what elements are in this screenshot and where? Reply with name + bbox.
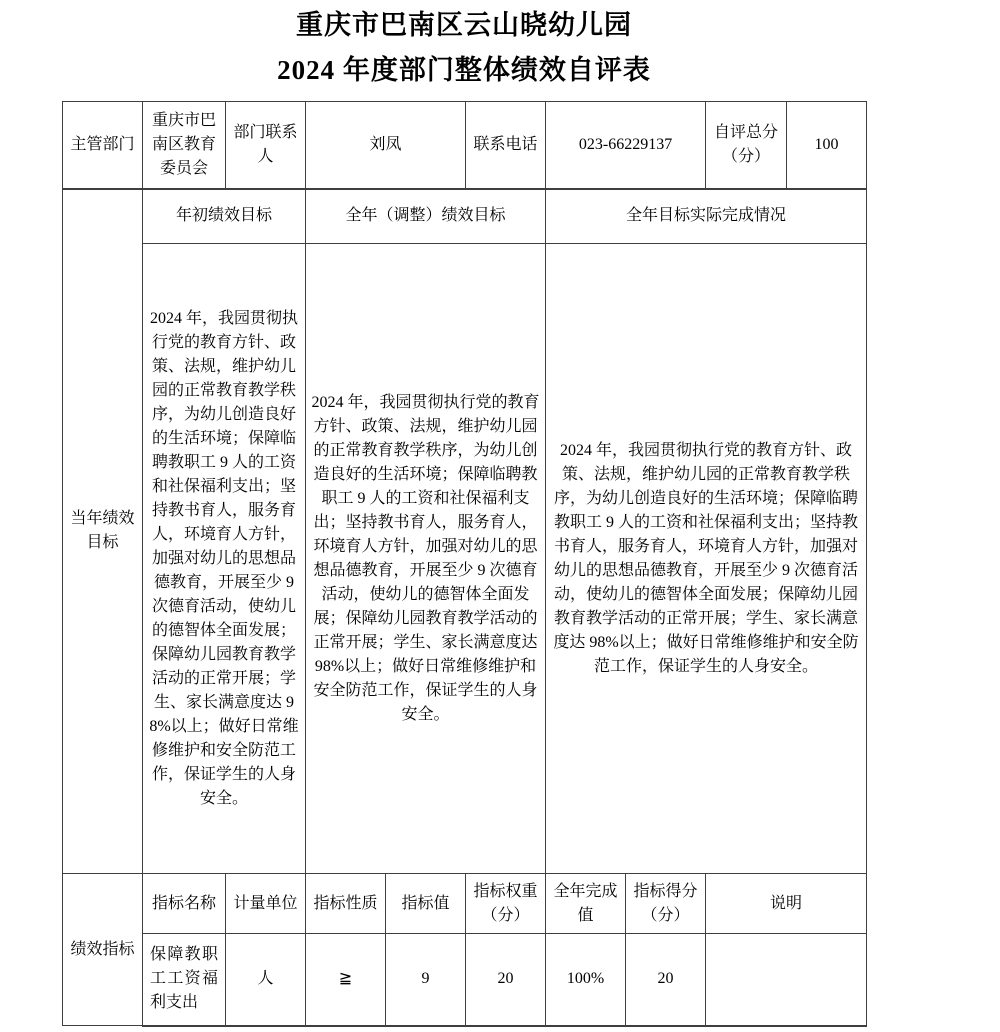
goals-content-row — [63, 244, 867, 874]
indicator-weight-header-cell: 指标权重（分） — [466, 874, 546, 934]
indicator-data-row — [63, 934, 867, 1026]
title-line-1: 重庆市巴南区云山晓幼儿园 — [296, 10, 632, 40]
evaluation-table — [62, 101, 867, 1027]
indicator-value-header-cell: 指标值 — [386, 874, 466, 934]
phone-value-cell: 023-66229137 — [546, 102, 706, 189]
title-line-2: 2024 年度部门整体绩效自评表 — [277, 55, 651, 85]
actual-completion-header-cell: 全年目标实际完成情况 — [546, 189, 867, 244]
indicator-header-row — [63, 874, 867, 934]
self-score-value-cell: 100 — [787, 102, 867, 189]
initial-goal-text-cell: 2024 年，我园贯彻执行党的教育方针、政策、法规，维护幼儿园的正常教育教学秩序，为幼儿创造良好的生活环境；保障临聘教职工 9 人的工资和社保福利支出；坚持教书育人，服务育人，环境育人方针，加强对幼儿的思想品德教育，开展至少 9 次德育活动，使幼儿的德智体全面发展；保障幼儿园教育教学活动的正常开展；学生、家长满意度达 98%以上；做好日常维修维护和安全防范工作，保证学生的人身安全。 — [143, 244, 306, 874]
goals-row-label-cell: 当年绩效目标 — [63, 189, 143, 874]
self-score-label-cell: 自评总分（分） — [706, 102, 787, 189]
goals-header-row — [63, 189, 867, 244]
contact-value-cell: 刘凤 — [306, 102, 466, 189]
indicator-note-cell — [706, 934, 867, 1026]
adjusted-goal-text-cell: 2024 年，我园贯彻执行党的教育方针、政策、法规，维护幼儿园的正常教育教学秩序，为幼儿创造良好的生活环境；保障临聘教职工 9 人的工资和社保福利支出；坚持教书育人，服务育人，环境育人方针，加强对幼儿的思想品德教育，开展至少 9 次德育活动，使幼儿的德智体全面发展；保障幼儿园教育教学活动的正常开展；学生、家长满意度达 98%以上；做好日常维修维护和安全防范工作，保证学生的人身安全。 — [306, 244, 546, 874]
info-row — [63, 102, 867, 189]
initial-goal-header-cell: 年初绩效目标 — [143, 189, 306, 244]
phone-label-cell: 联系电话 — [466, 102, 546, 189]
indicator-score-cell: 20 — [626, 934, 706, 1026]
supervisor-label-cell: 主管部门 — [63, 102, 143, 189]
indicator-value-cell: 9 — [386, 934, 466, 1026]
indicator-unit-cell: 人 — [226, 934, 306, 1026]
actual-completion-text-cell: 2024 年，我园贯彻执行党的教育方针、政策、法规，维护幼儿园的正常教育教学秩序，为幼儿创造良好的生活环境；保障临聘教职工 9 人的工资和社保福利支出；坚持教书育人，服务育人，环境育人方针，加强对幼儿的思想品德教育，开展至少 9 次德育活动，使幼儿的德智体全面发展；保障幼儿园教育教学活动的正常开展；学生、家长满意度达 98%以上；做好日常维修维护和安全防范工作，保证学生的人身安全。 — [546, 244, 867, 874]
supervisor-value-cell: 重庆市巴南区教育委员会 — [143, 102, 226, 189]
indicator-note-header-cell: 说明 — [706, 874, 867, 934]
indicator-unit-header-cell: 计量单位 — [226, 874, 306, 934]
indicator-name-header-cell: 指标名称 — [143, 874, 226, 934]
indicator-name-cell: 保障教职工工资福利支出 — [143, 934, 226, 1026]
indicator-completion-cell: 100% — [546, 934, 626, 1026]
indicator-row-label-cell: 绩效指标 — [63, 874, 143, 1026]
indicator-weight-cell: 20 — [466, 934, 546, 1026]
contact-label-cell: 部门联系人 — [226, 102, 306, 189]
indicator-completion-header-cell: 全年完成值 — [546, 874, 626, 934]
indicator-nature-header-cell: 指标性质 — [306, 874, 386, 934]
indicator-nature-cell: ≧ — [306, 934, 386, 1026]
indicator-score-header-cell: 指标得分（分） — [626, 874, 706, 934]
document-title — [62, 0, 866, 87]
adjusted-goal-header-cell: 全年（调整）绩效目标 — [306, 189, 546, 244]
